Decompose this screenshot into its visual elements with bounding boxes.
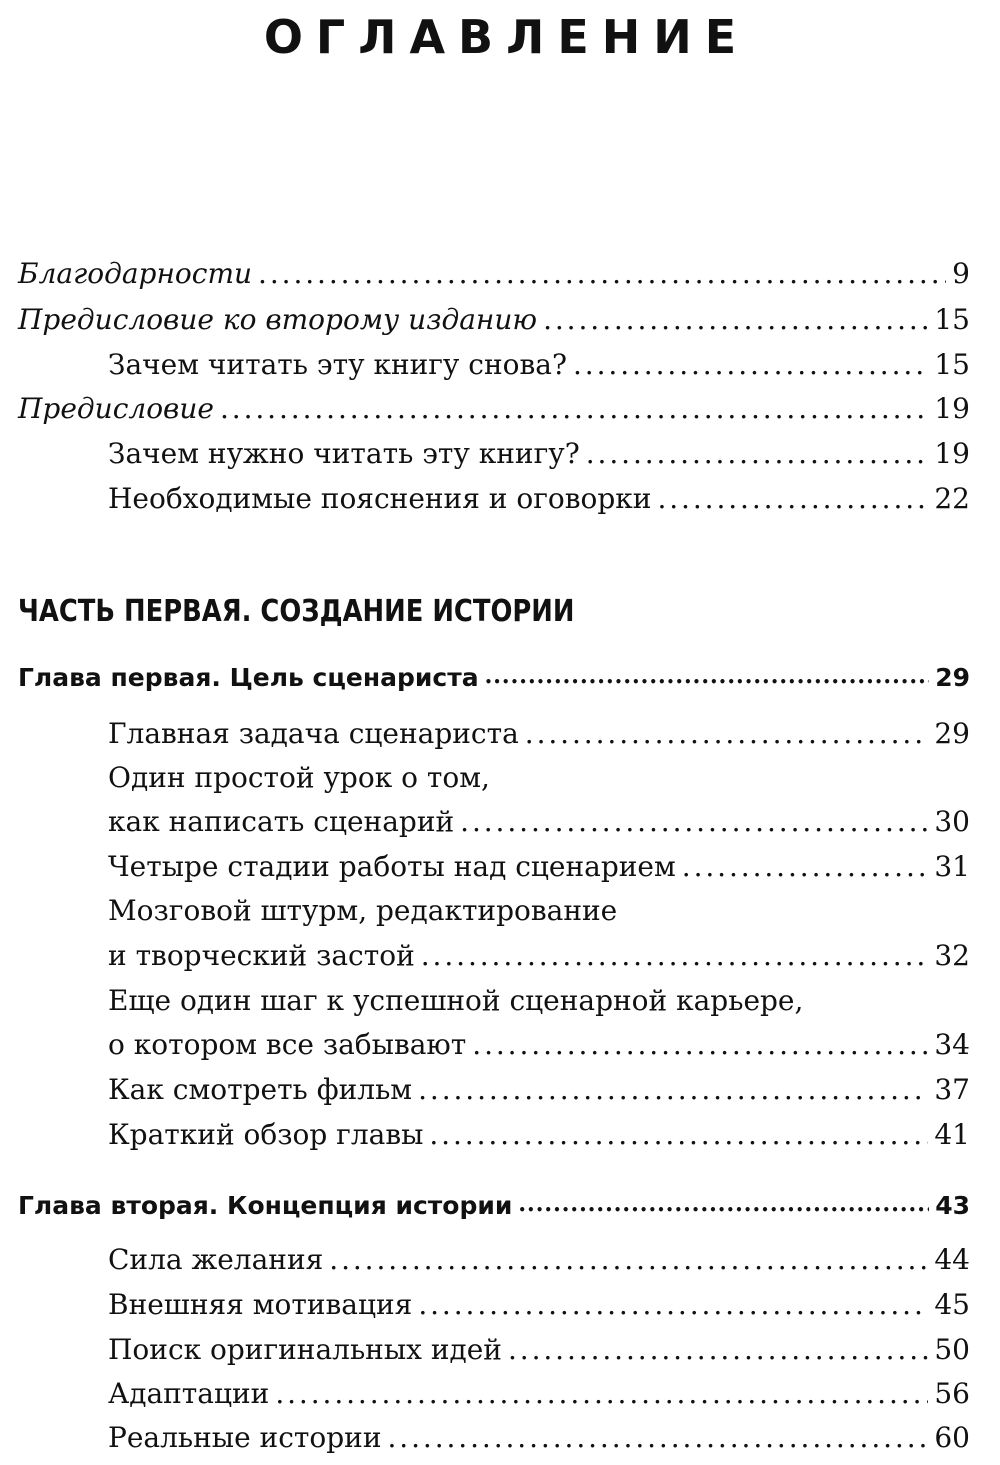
dot-leader <box>388 1416 929 1460</box>
dot-leader <box>525 712 929 756</box>
dot-leader <box>429 1113 928 1157</box>
dot-leader <box>472 1023 928 1067</box>
toc-entry-first-line: Один простой урок о том, <box>108 761 490 794</box>
toc-page-number: 45 <box>934 1288 970 1321</box>
toc-entry-acknowledgements[interactable] <box>18 252 970 296</box>
dot-leader <box>543 298 928 342</box>
dot-leader <box>586 432 929 476</box>
toc-page-number: 29 <box>935 663 970 692</box>
dot-leader <box>508 1328 928 1372</box>
dot-leader <box>418 1283 928 1327</box>
dot-leader <box>460 800 928 844</box>
part-heading: ЧАСТЬ ПЕРВАЯ. СОЗДАНИЕ ИСТОРИИ <box>18 594 575 629</box>
toc-entry-brainstorm[interactable] <box>108 934 970 978</box>
toc-page-number: 34 <box>934 1028 970 1061</box>
toc-entry-career-step[interactable] <box>108 1023 970 1067</box>
toc-entry-how-to-watch[interactable] <box>108 1068 970 1112</box>
toc-entry-label: Предисловие <box>18 392 214 425</box>
toc-entry-label: и творческий застой <box>108 939 415 972</box>
toc-chapter-one[interactable] <box>18 656 970 700</box>
toc-entry-label: Как смотреть фильм <box>108 1073 413 1106</box>
dot-leader <box>573 343 928 387</box>
toc-entry-first-line: Мозговой штурм, редактирование <box>108 894 618 927</box>
toc-entry-label: Зачем нужно читать эту книгу? <box>108 437 580 470</box>
toc-page-number: 15 <box>934 303 970 336</box>
toc-entry-label: Внешняя мотивация <box>108 1288 413 1321</box>
toc-entry-original-ideas[interactable] <box>108 1328 970 1372</box>
dot-leader <box>329 1238 928 1282</box>
toc-page-number: 9 <box>952 257 970 290</box>
dot-leader <box>220 387 928 431</box>
toc-entry-adaptations[interactable] <box>108 1372 970 1416</box>
toc-page-number: 19 <box>934 392 970 425</box>
toc-entry-label: Адаптации <box>108 1377 270 1410</box>
toc-page-number: 41 <box>934 1118 970 1151</box>
toc-entry-first-line: Еще один шаг к успешной сценарной карьере, <box>108 984 804 1017</box>
page-title: ОГЛАВЛЕНИЕ <box>263 10 750 64</box>
toc-chapter-two[interactable] <box>18 1184 970 1228</box>
toc-entry-external-motivation[interactable] <box>108 1283 970 1327</box>
chapter-label: Глава вторая. Концепция истории <box>18 1191 513 1220</box>
toc-page-number: 32 <box>934 939 970 972</box>
toc-entry-why-read[interactable] <box>108 432 970 476</box>
toc-entry-label: Четыре стадии работы над сценарием <box>108 850 676 883</box>
toc-entry-label: Предисловие ко второму изданию <box>18 303 538 336</box>
toc-entry-chapter-summary[interactable] <box>108 1113 970 1157</box>
toc-entry-second-edition-preface[interactable] <box>18 298 970 342</box>
toc-page-number: 56 <box>934 1377 970 1410</box>
toc-entry-label: Благодарности <box>18 257 253 290</box>
toc-entry-label: Поиск оригинальных идей <box>108 1333 502 1366</box>
toc-entry-label: о котором все забывают <box>108 1028 467 1061</box>
dot-leader <box>518 1184 929 1232</box>
toc-entry-label: Реальные истории <box>108 1421 382 1454</box>
toc-page-number: 43 <box>935 1191 970 1220</box>
dot-leader <box>275 1372 928 1416</box>
toc-page-number: 30 <box>934 805 970 838</box>
toc-entry-true-stories[interactable] <box>108 1416 970 1460</box>
toc-entry-label: Необходимые пояснения и оговорки <box>108 482 652 515</box>
dot-leader <box>421 934 929 978</box>
toc-page-number: 31 <box>934 850 970 883</box>
chapter-label: Глава первая. Цель сценариста <box>18 663 479 692</box>
toc-entry-four-stages[interactable] <box>108 845 970 889</box>
toc-entry-power-of-desire[interactable] <box>108 1238 970 1282</box>
toc-entry-label: Главная задача сценариста <box>108 717 519 750</box>
toc-entry-label: Зачем читать эту книгу снова? <box>108 348 567 381</box>
toc-page-number: 50 <box>934 1333 970 1366</box>
dot-leader <box>657 477 928 521</box>
toc-entry-simple-lesson[interactable] <box>108 800 970 844</box>
toc-page-number: 29 <box>934 717 970 750</box>
toc-entry-why-read-again[interactable] <box>108 343 970 387</box>
toc-page-number: 44 <box>934 1243 970 1276</box>
toc-entry-label: Сила желания <box>108 1243 324 1276</box>
toc-entry-preface[interactable] <box>18 387 970 431</box>
toc-page-number: 22 <box>934 482 970 515</box>
dot-leader <box>418 1068 928 1112</box>
dot-leader <box>682 845 929 889</box>
toc-entry-main-task[interactable] <box>108 712 970 756</box>
dot-leader <box>258 252 946 296</box>
dot-leader <box>485 656 930 704</box>
toc-page-number: 60 <box>934 1421 970 1454</box>
toc-page-number: 15 <box>934 348 970 381</box>
toc-page-number: 19 <box>934 437 970 470</box>
toc-entry-label: как написать сценарий <box>108 805 455 838</box>
toc-entry-notes-and-caveats[interactable] <box>108 477 970 521</box>
toc-page-number: 37 <box>934 1073 970 1106</box>
toc-entry-label: Краткий обзор главы <box>108 1118 424 1151</box>
